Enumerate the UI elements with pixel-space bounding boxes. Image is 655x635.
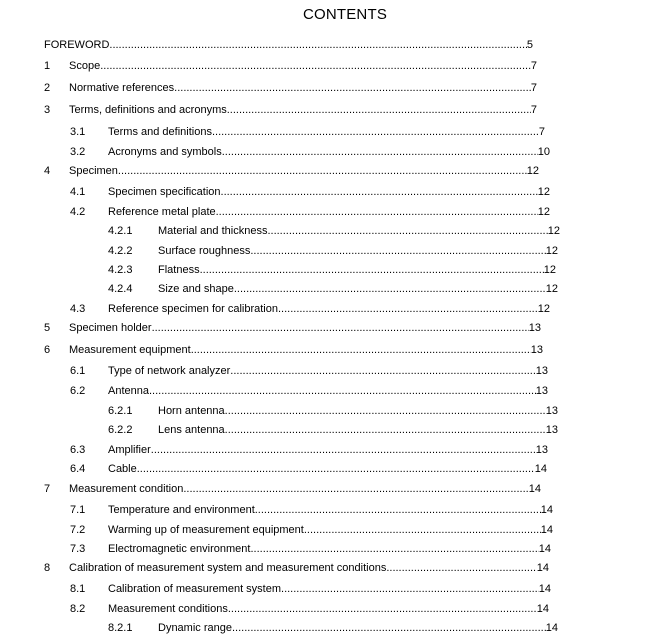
toc-entry-page: 13 [528, 322, 541, 334]
toc-entry[interactable] [70, 125, 545, 139]
toc-entry-page: 14 [538, 543, 551, 555]
toc-entry-label: Scope [69, 60, 101, 72]
toc-leader-dots [191, 343, 531, 357]
toc-entry-number: 4.1 [70, 186, 86, 198]
toc-entry-label: Cable [108, 463, 137, 475]
toc-entry[interactable] [70, 205, 550, 219]
toc-entry-page: 12 [547, 225, 560, 237]
toc-entry-number: 6.4 [70, 463, 86, 475]
toc-entry-label: Reference specimen for calibration [108, 303, 278, 315]
toc-entry-label: FOREWORD [44, 39, 110, 51]
toc-entry[interactable] [70, 302, 550, 316]
toc-entry-label: Flatness [158, 264, 200, 276]
toc-entry[interactable] [70, 443, 548, 457]
toc-entry-page: 10 [537, 146, 550, 158]
toc-leader-dots [222, 145, 538, 159]
toc-entry-page: 13 [530, 344, 543, 356]
toc-leader-dots [250, 542, 538, 556]
toc-leader-dots [267, 224, 547, 238]
toc-entry-page: 13 [545, 424, 558, 436]
toc-entry-label: Material and thickness [158, 225, 268, 237]
toc-entry[interactable] [44, 38, 533, 52]
toc-entry-page: 13 [535, 365, 548, 377]
toc-entry-label: Size and shape [158, 283, 234, 295]
toc-leader-dots [386, 561, 536, 575]
toc-entry-page: 14 [538, 583, 551, 595]
toc-entry[interactable] [70, 542, 551, 556]
toc-entry-number: 4.2.4 [108, 283, 133, 295]
toc-entry-page: 14 [545, 622, 558, 634]
toc-entry-page: 14 [528, 483, 541, 495]
toc-entry-number: 7 [44, 483, 51, 495]
toc-entry-label: Specimen specification [108, 186, 221, 198]
toc-entry-number: 4.2 [70, 206, 86, 218]
toc-entry-page: 7 [530, 104, 537, 116]
toc-entry-number: 7.2 [70, 524, 86, 536]
toc-entry-label: Surface roughness [158, 245, 251, 257]
toc-entry-label: Calibration of measurement system [108, 583, 282, 595]
toc-entry[interactable] [44, 482, 541, 496]
toc-entry-label: Measurement conditions [108, 603, 228, 615]
toc-entry-number: 6.3 [70, 444, 86, 456]
toc-entry-label: Specimen holder [69, 322, 152, 334]
toc-leader-dots [149, 384, 536, 398]
toc-entry-label: Specimen [69, 165, 118, 177]
toc-entry[interactable] [70, 462, 547, 476]
toc-entry-label: Antenna [108, 385, 149, 397]
toc-leader-dots [212, 125, 539, 139]
toc-leader-dots [230, 364, 535, 378]
toc-entry[interactable] [108, 404, 558, 418]
toc-entry[interactable] [70, 503, 553, 517]
toc-entry[interactable] [44, 164, 539, 178]
toc-entry-page: 12 [545, 245, 558, 257]
toc-leader-dots [137, 462, 535, 476]
toc-leader-dots [234, 282, 546, 296]
toc-entry[interactable] [44, 343, 543, 357]
toc-entry-page: 13 [545, 405, 558, 417]
toc-entry[interactable] [44, 59, 537, 73]
toc-entry-number: 6.2 [70, 385, 86, 397]
toc-entry-page: 12 [537, 206, 550, 218]
toc-entry-label: Electromagnetic environment [108, 543, 251, 555]
toc-entry[interactable] [108, 282, 558, 296]
toc-leader-dots [152, 321, 529, 335]
toc-leader-dots [216, 205, 538, 219]
toc-leader-dots [118, 164, 527, 178]
toc-entry-page: 14 [536, 562, 549, 574]
toc-leader-dots [109, 38, 526, 52]
toc-entry[interactable] [70, 145, 550, 159]
toc-entry-label: Calibration of measurement system and measurement conditions [69, 562, 387, 574]
toc-entry[interactable] [70, 523, 553, 537]
toc-entry[interactable] [70, 582, 551, 596]
toc-entry-page: 14 [540, 504, 553, 516]
toc-entry-page: 12 [537, 186, 550, 198]
toc-entry-page: 12 [526, 165, 539, 177]
toc-leader-dots [200, 263, 544, 277]
toc-entry-label: Terms and definitions [108, 126, 212, 138]
toc-entry[interactable] [108, 621, 558, 635]
toc-entry[interactable] [70, 185, 550, 199]
toc-entry-page: 12 [543, 264, 556, 276]
toc-leader-dots [228, 602, 537, 616]
toc-entry-label: Normative references [69, 82, 175, 94]
toc-leader-dots [151, 443, 536, 457]
toc-entry-label: Horn antenna [158, 405, 225, 417]
toc-entry-number: 4.2.3 [108, 264, 133, 276]
toc-entry-label: Measurement condition [69, 483, 184, 495]
toc-entry-label: Measurement equipment [69, 344, 191, 356]
page-title: CONTENTS [302, 6, 388, 23]
toc-entry-page: 7 [530, 60, 537, 72]
toc-entry-number: 4 [44, 165, 51, 177]
toc-leader-dots [227, 103, 531, 117]
toc-entry-number: 7.1 [70, 504, 86, 516]
toc-entry-label: Terms, definitions and acronyms [69, 104, 227, 116]
toc-entry[interactable] [108, 224, 560, 238]
toc-entry[interactable] [70, 384, 548, 398]
toc-entry-label: Warming up of measurement equipment [108, 524, 304, 536]
toc-entry-page: 14 [536, 603, 549, 615]
toc-entry-label: Acronyms and symbols [108, 146, 222, 158]
toc-entry-number: 3.1 [70, 126, 86, 138]
toc-entry[interactable] [108, 423, 558, 437]
toc-leader-dots [225, 423, 546, 437]
toc-entry-page: 14 [534, 463, 547, 475]
toc-entry-page: 12 [545, 283, 558, 295]
toc-entry-number: 8 [44, 562, 51, 574]
toc-leader-dots [225, 404, 546, 418]
toc-entry-label: Reference metal plate [108, 206, 216, 218]
toc-entry-number: 4.3 [70, 303, 86, 315]
toc-leader-dots [278, 302, 538, 316]
toc-entry-label: Type of network analyzer [108, 365, 231, 377]
toc-leader-dots [174, 81, 531, 95]
toc-entry-label: Temperature and environment [108, 504, 255, 516]
toc-entry[interactable] [44, 81, 537, 95]
toc-entry-page: 7 [530, 82, 537, 94]
toc-leader-dots [304, 523, 541, 537]
toc-entry-label: Lens antenna [158, 424, 225, 436]
toc-entry[interactable] [44, 321, 541, 335]
toc-entry-page: 13 [535, 444, 548, 456]
toc-entry[interactable] [70, 364, 548, 378]
toc-entry-number: 6.1 [70, 365, 86, 377]
toc-leader-dots [232, 621, 546, 635]
toc-entry-number: 6 [44, 344, 51, 356]
toc-entry-number: 8.2.1 [108, 622, 133, 634]
toc-entry-label: Dynamic range [158, 622, 232, 634]
toc-entry-number: 8.1 [70, 583, 86, 595]
toc-leader-dots [183, 482, 528, 496]
toc-entry-page: 14 [540, 524, 553, 536]
toc-entry-number: 3.2 [70, 146, 86, 158]
toc-entry-number: 5 [44, 322, 51, 334]
toc-entry[interactable] [108, 244, 558, 258]
toc-entry-number: 6.2.2 [108, 424, 133, 436]
toc-leader-dots [250, 244, 545, 258]
toc-entry-label: Amplifier [108, 444, 151, 456]
toc-entry[interactable] [70, 602, 549, 616]
toc-leader-dots [281, 582, 539, 596]
toc-entry-page: 13 [535, 385, 548, 397]
toc-entry-page: 5 [526, 39, 533, 51]
toc-entry-number: 4.2.1 [108, 225, 133, 237]
toc-entry-number: 8.2 [70, 603, 86, 615]
toc-entry-number: 2 [44, 82, 51, 94]
toc-entry-number: 7.3 [70, 543, 86, 555]
toc-entry-number: 1 [44, 60, 51, 72]
toc-entry-number: 3 [44, 104, 51, 116]
toc-entry[interactable] [44, 561, 549, 575]
toc-entry-page: 7 [538, 126, 545, 138]
toc-entry-number: 4.2.2 [108, 245, 133, 257]
toc-entry[interactable] [108, 263, 556, 277]
toc-leader-dots [100, 59, 531, 73]
toc-leader-dots [221, 185, 538, 199]
toc-leader-dots [255, 503, 541, 517]
toc-entry[interactable] [44, 103, 537, 117]
toc-entry-page: 12 [537, 303, 550, 315]
toc-entry-number: 6.2.1 [108, 405, 133, 417]
